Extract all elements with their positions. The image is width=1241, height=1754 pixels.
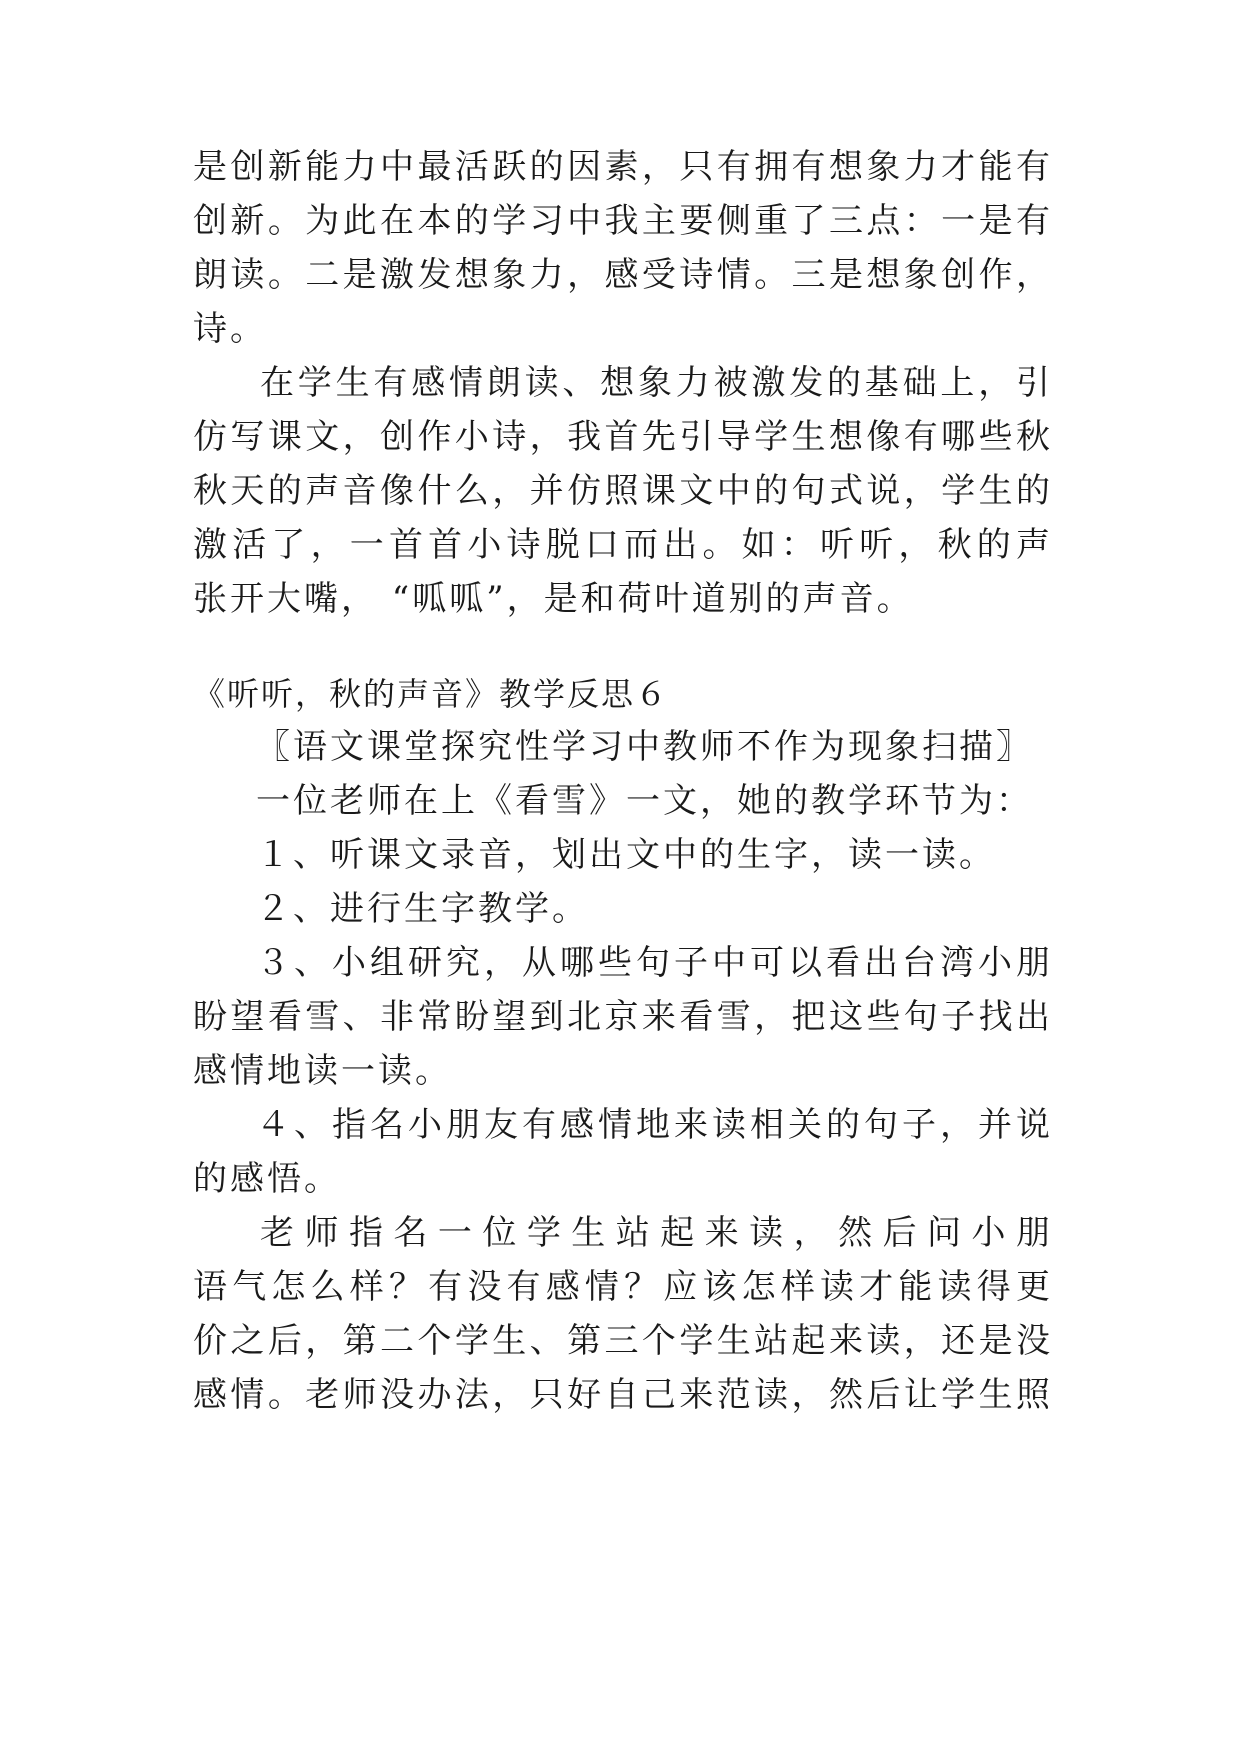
paragraph-line: 诗。 — [193, 309, 267, 349]
paragraph-line: 语气怎么样？有没有感情？应该怎样读才能读得更 — [193, 1267, 1053, 1307]
list-item: ２、进行生字教学。 — [256, 889, 589, 929]
paragraph-line: 张开大嘴， “呱呱”，是和荷叶道别的声音。 — [193, 579, 914, 619]
paragraph-line: 感情地读一读。 — [193, 1051, 452, 1091]
list-item: ３、小组研究，从哪些句子中可以看出台湾小朋 — [256, 943, 1053, 983]
paragraph-line: 创新。为此在本的学习中我主要侧重了三点：一是有 — [193, 201, 1053, 241]
paragraph-line: 激活了，一首首小诗脱口而出。如：听听，秋的声 — [193, 525, 1053, 565]
paragraph-line: 仿写课文，创作小诗，我首先引导学生想像有哪些秋 — [193, 417, 1053, 457]
paragraph-line: 感情。老师没办法，只好自己来范读，然后让学生照 — [193, 1375, 1053, 1415]
section-heading: 《听听，秋的声音》教学反思６ — [193, 675, 670, 713]
list-item: ４、指名小朋友有感情地来读相关的句子，并说 — [256, 1105, 1053, 1145]
paragraph-line: 盼望看雪、非常盼望到北京来看雪，把这些句子找出 — [193, 997, 1053, 1037]
subheading: 〖语文课堂探究性学习中教师不作为现象扫描〗 — [256, 727, 1033, 767]
paragraph-line: 价之后，第二个学生、第三个学生站起来读，还是没 — [193, 1321, 1053, 1361]
list-item: １、听课文录音，划出文中的生字，读一读。 — [256, 835, 996, 875]
paragraph-line: 朗读。二是激发想象力，感受诗情。三是想象创作， — [193, 255, 1053, 295]
paragraph-line: 在学生有感情朗读、想象力被激发的基础上，引 — [260, 363, 1053, 403]
paragraph-line: 秋天的声音像什么，并仿照课文中的句式说，学生的 — [193, 471, 1053, 511]
paragraph-line: 老师指名一位学生站起来读，然后问小朋 — [260, 1213, 1053, 1253]
paragraph-line: 一位老师在上《看雪》一文，她的教学环节为： — [256, 781, 1033, 821]
paragraph-line: 是创新能力中最活跃的因素，只有拥有想象力才能有 — [193, 147, 1053, 187]
paragraph-line: 的感悟。 — [193, 1159, 341, 1199]
